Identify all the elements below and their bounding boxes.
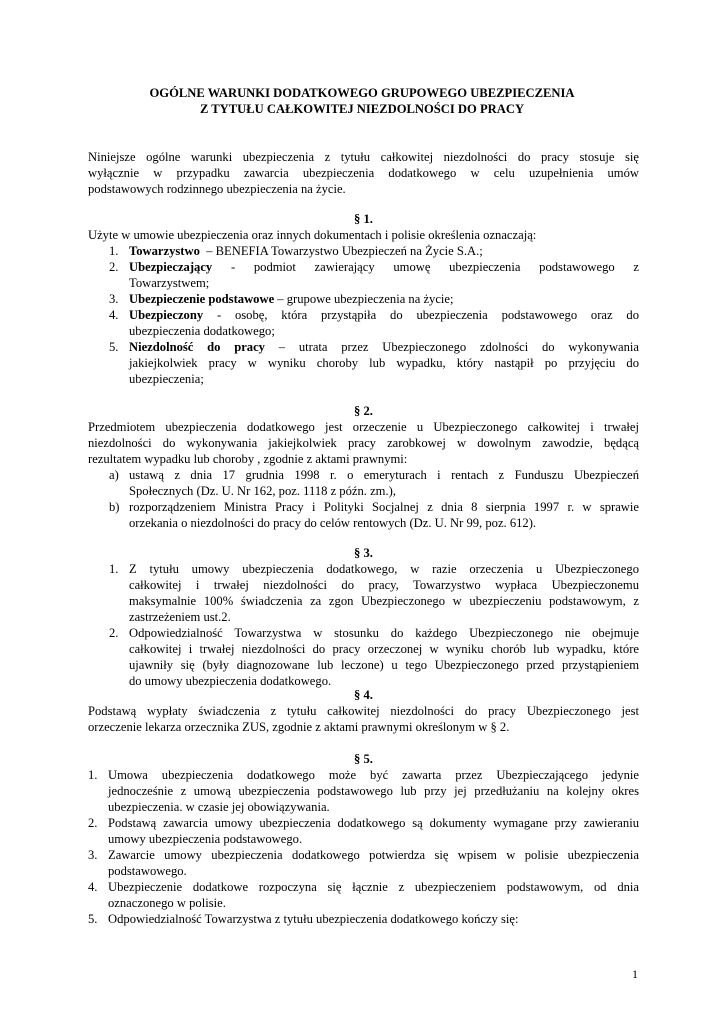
- legal-act-text-cont: orzekania o niezdolności do pracy do celów rentowych (Dz. U. Nr 99, poz. 612).: [129, 516, 537, 530]
- document-title-line-2: Z TYTUŁU CAŁKOWITEJ NIEZDOLNOŚCI DO PRACY: [199, 102, 525, 116]
- definition-text-cont: jakiejkolwiek pracy w wyniku choroby lub wypadku, który nastąpił po przyjęciu do: [129, 356, 639, 370]
- section-2-line-3: rezultatem wypadku lub choroby , zgodnie z aktami prawnymi:: [88, 452, 408, 466]
- definition-separator: –: [274, 292, 287, 306]
- section-4-heading: § 4.: [354, 688, 373, 702]
- item-number: 2.: [109, 626, 119, 640]
- item-number: 4.: [88, 880, 98, 894]
- definition-text-cont: ubezpieczenia dodatkowego;: [129, 324, 275, 338]
- item-number: 1.: [109, 562, 119, 576]
- page-number: 1: [632, 967, 638, 981]
- section-5-heading: § 5.: [354, 752, 373, 766]
- section-4-line-1: Podstawą wypłaty świadczenia z tytułu całkowitej niezdolności do pracy Ubezpieczonego jest: [88, 704, 639, 718]
- document-title-line-1: OGÓLNE WARUNKI DODATKOWEGO GRUPOWEGO UBEZPIECZENIA: [149, 86, 575, 100]
- item-number: 3.: [109, 292, 119, 306]
- item-letter: a): [109, 468, 119, 482]
- section-1-heading: § 1.: [354, 212, 373, 226]
- list-item-text-cont: jednocześnie z umową ubezpieczenia podstawowego lub przy jej przedłużaniu na kolejny okres: [108, 784, 639, 798]
- item-number: 4.: [109, 308, 119, 322]
- list-item-text-cont: oznaczonego w polisie.: [108, 896, 226, 910]
- item-number: 5.: [109, 340, 119, 354]
- list-item-text-cont: umowy ubezpieczenia podstawowego.: [108, 832, 303, 846]
- item-number: 1.: [109, 244, 119, 258]
- list-item-text-cont: ujawniły się (były diagnozowane lub leczone) u tego Ubezpieczonego przed przystąpieniem: [129, 658, 639, 672]
- list-item-text: Odpowiedzialność Towarzystwa w stosunku do każdego Ubezpieczonego nie obejmuje: [129, 626, 639, 640]
- item-number: 1.: [88, 768, 98, 782]
- definition-term: Niezdolność do pracy: [129, 340, 265, 354]
- section-2-line-2: niezdolności do wykonywania jakiejkolwiek pracy zarobkowej w dowolnym zawodzie, będącą: [88, 436, 639, 450]
- list-item-text-cont: całkowitej i trwałej niezdolności do pracy, Towarzystwo wypłaca Ubezpieczonemu: [129, 578, 639, 592]
- legal-act-text-cont: Społecznych (Dz. U. Nr 162, poz. 1118 z późn. zm.),: [129, 484, 396, 498]
- section-3-heading: § 3.: [354, 546, 373, 560]
- list-item-text-cont: maksymalnie 100% świadczenia za zgon Ubezpieczonego w ubezpieczeniu podstawowym, z: [129, 594, 639, 608]
- list-item-text-cont: ubezpieczenia. w czasie jej obowiązywania.: [108, 800, 330, 814]
- section-2-heading: § 2.: [354, 404, 373, 418]
- section-1-lead: Użyte w umowie ubezpieczenia oraz innych dokumentach i polisie określenia oznaczają:: [88, 228, 537, 242]
- section-4-line-2: orzeczenie lekarza orzecznika ZUS, zgodnie z aktami prawnymi określonym w § 2.: [88, 720, 510, 734]
- item-letter: b): [109, 500, 120, 514]
- item-number: 5.: [88, 912, 98, 926]
- list-item-text: Odpowiedzialność Towarzystwa z tytułu ubezpieczenia dodatkowego kończy się:: [108, 912, 519, 926]
- definition-separator: –: [199, 244, 216, 258]
- list-item-text: Ubezpieczenie dodatkowe rozpoczyna się łącznie z ubezpieczeniem podstawowym, od dnia: [108, 880, 639, 894]
- list-item-text-cont: do umowy ubezpieczenia dodatkowego.: [129, 674, 332, 688]
- legal-act-text: rozporządzeniem Ministra Pracy i Polityki Socjalnej z dnia 8 sierpnia 1997 r. w sprawie: [129, 500, 639, 514]
- definition-separator: –: [264, 340, 299, 354]
- definition-text-cont: Towarzystwem;: [129, 276, 210, 290]
- intro-line-2: wyłącznie w przypadku zawarcia ubezpieczenia dodatkowego w celu uzupełnienia umów: [88, 166, 639, 180]
- definition-term: Ubezpieczenie podstawowe: [129, 292, 275, 306]
- definition-text-cont: ubezpieczenia;: [129, 372, 204, 386]
- intro-line-1: Niniejsze ogólne warunki ubezpieczenia z tytułu całkowitej niezdolności do pracy stosuje się: [88, 150, 639, 164]
- list-item-text-cont: zastrzeżeniem ust.2.: [129, 610, 231, 624]
- section-2-line-1: Przedmiotem ubezpieczenia dodatkowego jest orzeczenie u Ubezpieczonego całkowitej i trwałej: [88, 420, 639, 434]
- definition-text: podmiot zawierający umowę ubezpieczenia podstawowego z: [253, 260, 639, 274]
- list-item-text: Z tytułu umowy ubezpieczenia dodatkowego, w razie orzeczenia u Ubezpieczonego: [129, 562, 639, 576]
- item-number: 2.: [88, 816, 98, 830]
- list-item-text: Umowa ubezpieczenia dodatkowego może być zawarta przez Ubezpieczającego jedynie: [108, 768, 639, 782]
- definition-term: Ubezpieczony: [129, 308, 204, 322]
- definition-text: osobę, która przystąpiła do ubezpieczenia podstawowego oraz do: [234, 308, 639, 322]
- definition-separator: -: [203, 308, 235, 322]
- item-number: 3.: [88, 848, 98, 862]
- intro-line-3: podstawowych rodzinnego ubezpieczenia na życie.: [88, 182, 346, 196]
- definition-separator: -: [212, 260, 254, 274]
- list-item-text-cont: podstawowego.: [108, 864, 187, 878]
- definition-term: Towarzystwo: [129, 244, 200, 258]
- list-item-text: Podstawą zawarcia umowy ubezpieczenia dodatkowego są dokumenty wymagane przy zawieraniu: [108, 816, 639, 830]
- legal-act-text: ustawą z dnia 17 grudnia 1998 r. o emeryturach i rentach z Funduszu Ubezpieczeń: [129, 468, 639, 482]
- list-item-text-cont: całkowitej i trwałej niezdolności do pracy orzeczonej w wyniku chorób lub wypadku, które: [129, 642, 639, 656]
- definition-text: grupowe ubezpieczenia na życie;: [286, 292, 454, 306]
- definition-text: utrata przez Ubezpieczonego zdolności do wykonywania: [298, 340, 640, 354]
- list-item-text: Zawarcie umowy ubezpieczenia dodatkowego potwierdza się wpisem w polisie ubezpieczenia: [108, 848, 639, 862]
- definition-text: BENEFIA Towarzystwo Ubezpieczeń na Życie S.A.;: [215, 244, 483, 258]
- item-number: 2.: [109, 260, 119, 274]
- definition-term: Ubezpieczający: [129, 260, 213, 274]
